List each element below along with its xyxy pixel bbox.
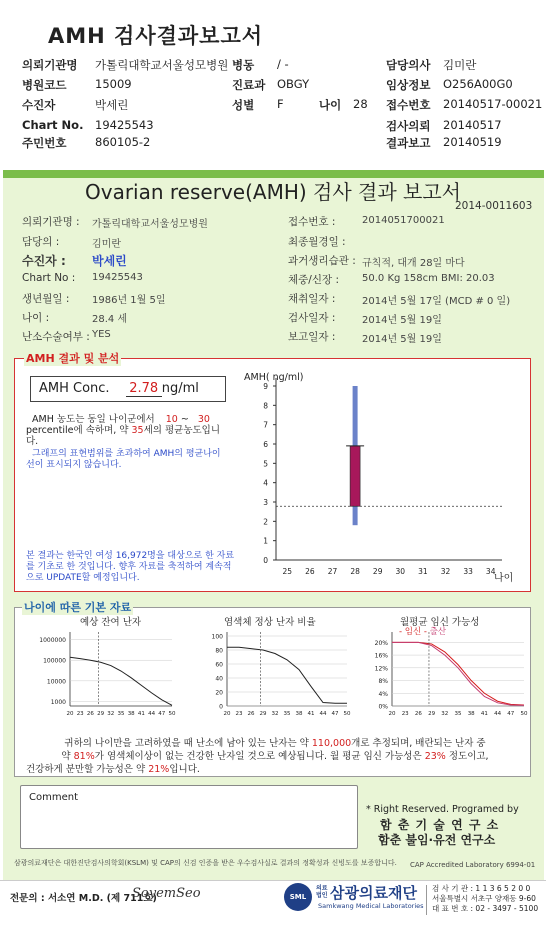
amh-iqr-bar — [350, 446, 360, 506]
amh-age-chart — [240, 366, 525, 588]
mini-x-tick-label: 29 — [428, 711, 436, 717]
sum-text: 건강하게 분만할 가능성은 약 — [26, 764, 146, 775]
amh-y-tick-label: 2 — [263, 517, 268, 527]
field-value: 가톨릭대학교서울성모병원 — [92, 219, 208, 230]
mini-x-tick-label: 23 — [401, 711, 409, 717]
amh-x-tick-label: 31 — [418, 567, 428, 576]
field-value: 김미란 — [92, 239, 121, 250]
field-label: 과거생리습관 : — [288, 255, 356, 267]
chart2-title: 염색체 정상 난자 비율 — [224, 617, 316, 628]
field-label: 체중/신장 : — [288, 274, 339, 286]
amh-x-tick-label: 29 — [372, 567, 383, 576]
field-value: 2014051700021 — [362, 215, 445, 226]
field-value: 2014년 5월 19일 — [362, 334, 442, 345]
mini-series-line — [392, 642, 524, 705]
mini-series-line — [70, 657, 172, 705]
mini-x-tick-label: 41 — [480, 711, 488, 717]
age-section-title: 나이에 따른 기본 자료 — [24, 601, 132, 614]
mini-y-tick-label: 40 — [215, 675, 223, 683]
doctor-signature: SoyemSeo — [132, 886, 201, 901]
hdr-value: 20140519 — [443, 135, 502, 149]
amh-x-tick-label: 25 — [282, 567, 293, 576]
rights-line: * Right Reserved. Programed by — [366, 804, 519, 815]
hdr-label: Chart No. — [22, 118, 84, 132]
amh-y-tick-label: 0 — [263, 556, 268, 565]
report-title: AMH 검사결과보고서 — [48, 24, 264, 48]
amh-y-tick-label: 3 — [263, 498, 268, 507]
amh-x-tick-label: 26 — [305, 567, 315, 576]
hdr-label: 의뢰기관명 — [22, 58, 78, 72]
mini-x-tick-label: 23 — [235, 711, 243, 717]
mini-x-tick-label: 35 — [283, 711, 291, 717]
comment-box — [20, 785, 358, 849]
sum-text: 귀하의 나이만을 고려하였을 때 난소에 남아 있는 난자는 약 — [64, 738, 309, 749]
amh-y-tick-label: 8 — [263, 401, 268, 411]
accreditation-notice: 삼광의료재단은 대한진단검사의학회(KSLM) 및 CAP의 신검 인증을 받은 우수검사실로 결과의 정확성과 신빙도를 보증합니다. — [14, 859, 397, 867]
pregnancy-chance-chart — [358, 628, 530, 726]
amh-y-tick-label: 1 — [263, 536, 268, 546]
data-source-note: 본 결과는 한국인 여성 16,972명을 대상으로 한 자료를 기초로 한 것입니다. 향후 자료를 축적하여 계속적으로 UPDATE할 예정입니다. — [26, 551, 235, 583]
hdr-value: 19425543 — [95, 118, 154, 132]
mini-x-tick-label: 50 — [168, 711, 176, 717]
mini-x-tick-label: 20 — [388, 711, 396, 717]
field-label: 보고일자 : — [288, 331, 336, 343]
field-value: 2014년 5월 17일 (MCD # 0 일) — [362, 296, 511, 307]
field-label: 의뢰기관명 : — [22, 216, 80, 228]
mini-x-tick-label: 29 — [97, 711, 105, 717]
mini-x-tick-label: 41 — [137, 711, 145, 717]
mini-x-tick-label: 50 — [520, 711, 528, 717]
mini-y-tick-label: 20 — [215, 689, 223, 697]
mini-x-tick-label: 47 — [331, 711, 339, 717]
form-title: Ovarian reserve(AMH) 검사 결과 보고서 — [85, 180, 461, 204]
mini-y-tick-label: 16% — [374, 652, 388, 660]
org-english: Samkwang Medical Laboratories — [318, 902, 424, 910]
field-value: 2014년 5월 19일 — [362, 315, 442, 326]
mini-y-tick-label: 1000 — [50, 698, 66, 706]
mini-x-tick-label: 23 — [76, 711, 84, 717]
sum-text: 개로 추정되며, 배란되는 난자 중 — [351, 738, 486, 749]
hdr-label: 진료과 — [232, 78, 266, 92]
patient-name: 박세린 — [92, 254, 127, 268]
mini-series-line — [227, 647, 347, 703]
mini-y-tick-label: 8% — [378, 678, 388, 686]
org-name: 삼광의료재단 — [330, 884, 417, 902]
sum-birth-pct: 21% — [148, 764, 170, 775]
amh-y-tick-label: 5 — [263, 459, 268, 469]
field-value: 규칙적, 대개 28일 마다 — [362, 258, 465, 269]
amh-chart-ylabel: AMH( ng/ml) — [244, 372, 304, 383]
hdr-label: 수진자 — [22, 98, 56, 112]
field-label: 채취일자 : — [288, 293, 336, 305]
avg-age-value: 35 — [131, 425, 144, 436]
hdr-label: 병원코드 — [22, 78, 67, 92]
hdr-value: F — [277, 97, 284, 111]
legend-birth: 출산 — [429, 627, 447, 637]
cap-accreditation: CAP Accredited Laboratory 6994-01 — [410, 861, 536, 869]
form-serial-number: 2014-0011603 — [455, 200, 533, 212]
mini-x-tick-label: 26 — [247, 711, 255, 717]
summary-text — [26, 737, 524, 776]
sum-text: 정도이고, — [448, 751, 489, 762]
mini-x-tick-label: 47 — [507, 711, 515, 717]
addr-line: 대 표 번 호 : 02 - 3497 - 5100 — [432, 904, 539, 913]
mini-y-tick-label: 100 — [211, 633, 223, 641]
mini-y-tick-label: 10000 — [46, 678, 66, 686]
chart3-legend: - 임신 - 출산 — [399, 627, 447, 637]
hdr-value: O256A00G0 — [443, 77, 513, 91]
legend-pregnancy: 임신 — [404, 627, 422, 637]
amh-x-tick-label: 33 — [463, 567, 473, 576]
mini-x-tick-label: 41 — [307, 711, 315, 717]
comment-label: Comment — [29, 792, 78, 803]
remaining-eggs-chart — [20, 628, 180, 726]
hdr-label: 성별 — [232, 98, 255, 112]
amh-x-tick-label: 34 — [485, 567, 496, 576]
chart1-title: 예상 잔여 난자 — [80, 617, 142, 628]
mini-x-tick-label: 35 — [117, 711, 125, 717]
percentile-high: 30 — [197, 414, 210, 425]
field-label: 난소수술여부 : — [22, 331, 90, 343]
mini-x-tick-label: 38 — [295, 711, 303, 717]
hdr-label: 접수번호 — [386, 98, 431, 112]
mini-y-tick-label: 0 — [219, 703, 223, 711]
mini-x-tick-label: 26 — [414, 711, 422, 717]
mini-x-tick-label: 47 — [158, 711, 166, 717]
mini-x-tick-label: 20 — [223, 711, 231, 717]
sum-text: 약 — [61, 751, 71, 762]
mini-y-tick-label: 20% — [374, 639, 388, 647]
footer-sep — [426, 885, 427, 915]
hdr-value: 박세린 — [95, 98, 129, 112]
amh-interpretation — [26, 414, 232, 447]
amh-conc-box — [30, 376, 226, 402]
field-label: 최종월경일 : — [288, 236, 346, 248]
mini-x-tick-label: 32 — [271, 711, 279, 717]
mini-x-tick-label: 50 — [343, 711, 351, 717]
mini-x-tick-label: 35 — [454, 711, 462, 717]
interp-text: AMH 농도는 동일 나이군에서 — [32, 414, 155, 425]
mini-y-tick-label: 0% — [378, 703, 388, 711]
field-label: 수진자 : — [22, 254, 66, 268]
field-label: 검사일자 : — [288, 312, 336, 324]
amh-conc-value: 2.78 — [126, 381, 162, 397]
hdr-value: 김미란 — [443, 58, 477, 72]
sum-text: 가 염색체이상이 없는 건강한 난자일 것으로 예상됩니다. 월 평균 임신 가능성은 — [94, 751, 422, 762]
mini-y-tick-label: 4% — [378, 690, 388, 698]
institute-name-2: 함춘 불임·유전 연구소 — [378, 833, 496, 847]
percentile-tilde: ~ — [180, 414, 189, 425]
field-value: 19425543 — [92, 272, 143, 283]
hdr-value: 20140517-00021 — [443, 97, 543, 111]
field-value: 50.0 Kg 158cm BMI: 20.03 — [362, 273, 495, 284]
amh-y-tick-label: 6 — [263, 440, 268, 449]
sum-pregnancy-pct: 23% — [424, 751, 446, 762]
hdr-value: 가톨릭대학교서울성모병원 — [95, 58, 229, 72]
interp-text: percentile에 속하며, 약 — [26, 425, 129, 436]
mini-y-tick-label: 60 — [215, 661, 223, 669]
addr-line: 서울특별시 서초구 양재동 9-60 — [432, 894, 536, 903]
hdr-value: 28 — [353, 97, 368, 111]
hdr-label: 검사의뢰 — [386, 119, 431, 133]
hdr-value: 860105-2 — [95, 135, 151, 149]
org-small: 의료법인 — [316, 885, 328, 899]
logo-text: SML — [289, 893, 307, 901]
sml-logo-icon — [284, 883, 312, 911]
amh-section-title: AMH 결과 및 분석 — [26, 352, 120, 365]
mini-y-tick-label: 80 — [215, 647, 223, 655]
mini-y-tick-label: 100000 — [43, 657, 66, 665]
hdr-label: 결과보고 — [386, 136, 431, 150]
field-label: 생년월일 : — [22, 293, 70, 305]
sum-normal-pct: 81% — [73, 751, 95, 762]
hdr-value: 15009 — [95, 77, 132, 91]
graph-range-note: 그래프의 표현범위를 초과하여 AMH의 평균나이선이 표시되지 않습니다. — [26, 449, 221, 470]
field-label: 접수번호 : — [288, 216, 336, 228]
percentile-low: 10 — [165, 414, 178, 425]
mini-y-tick-label: 1000000 — [39, 637, 66, 645]
field-label: 담당의 : — [22, 236, 60, 248]
mini-x-tick-label: 20 — [66, 711, 74, 717]
mini-x-tick-label: 29 — [259, 711, 267, 717]
amh-conc-unit: ng/ml — [161, 381, 199, 396]
amh-y-tick-label: 9 — [263, 382, 268, 391]
chart3-title: 월평균 임신 가능성 — [400, 617, 480, 628]
amh-x-tick-label: 28 — [350, 567, 360, 576]
interp-text: 세의 평균농도입니다. — [26, 425, 221, 447]
institute-name: 함 춘 기 술 연 구 소 — [380, 818, 500, 832]
field-label: 나이 : — [22, 312, 50, 324]
sum-text: 입니다. — [169, 764, 200, 775]
mini-x-tick-label: 26 — [86, 711, 94, 717]
mini-x-tick-label: 44 — [319, 711, 327, 717]
hdr-label: 병동 — [232, 58, 255, 72]
amh-x-tick-label: 32 — [440, 567, 451, 576]
field-value: YES — [92, 329, 111, 340]
amh-x-tick-label: 27 — [327, 567, 338, 576]
mini-x-tick-label: 32 — [107, 711, 115, 717]
hdr-label: 나이 — [319, 98, 342, 112]
hdr-label: 임상정보 — [386, 78, 431, 92]
hdr-value: / - — [277, 57, 289, 71]
amh-conc-label: AMH Conc. — [39, 381, 110, 396]
mini-x-tick-label: 44 — [148, 711, 156, 717]
hdr-label: 주민번호 — [22, 136, 67, 150]
sum-eggs: 110,000 — [311, 738, 352, 749]
amh-y-tick-label: 7 — [263, 420, 268, 430]
amh-y-tick-label: 4 — [263, 478, 268, 488]
lab-address — [432, 884, 538, 914]
field-value: 1986년 1월 5일 — [92, 295, 166, 306]
amh-chart-xlabel: 나이 — [494, 573, 514, 584]
field-label: Chart No : — [22, 272, 76, 284]
doctor-name: 전문의 : 서소연 M.D. (제 711호) — [10, 893, 157, 904]
hdr-label: 담당의사 — [386, 58, 431, 72]
footer-divider — [0, 880, 546, 881]
mini-x-tick-label: 38 — [127, 711, 135, 717]
amh-x-tick-label: 30 — [395, 567, 406, 576]
mini-y-tick-label: 12% — [374, 665, 388, 673]
field-value: 28.4 세 — [92, 314, 128, 325]
mini-x-tick-label: 32 — [441, 711, 449, 717]
mini-x-tick-label: 38 — [467, 711, 475, 717]
hdr-value: OBGY — [277, 77, 310, 91]
normal-eggs-chart — [195, 628, 355, 726]
addr-line: 검 사 기 관 : 1 1 3 6 5 2 0 0 — [432, 884, 531, 893]
mini-series-line — [392, 642, 524, 705]
mini-x-tick-label: 44 — [494, 711, 502, 717]
hdr-value: 20140517 — [443, 118, 502, 132]
